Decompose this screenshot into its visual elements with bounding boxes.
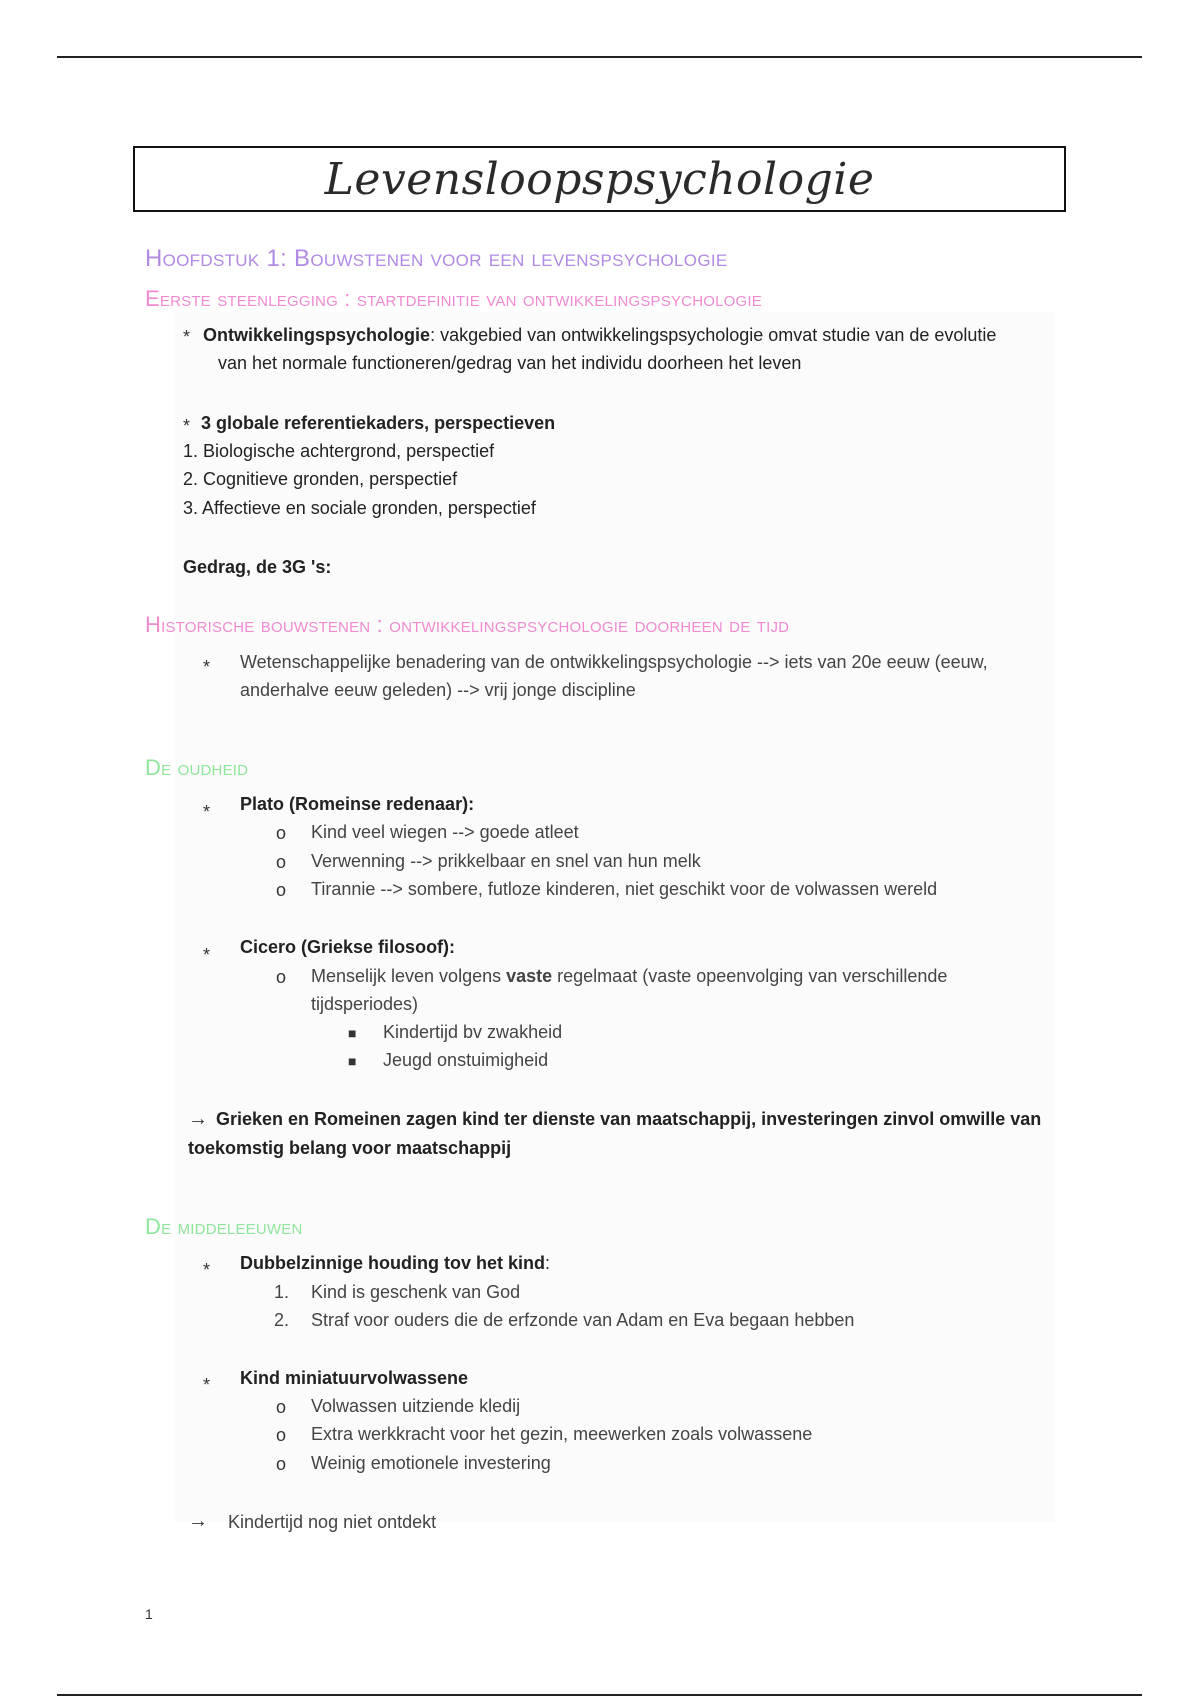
ambiguous-title-line: [240, 1252, 550, 1274]
definition-line-1: [203, 324, 996, 346]
plato-item: Kind veel wiegen --> goede atleet: [311, 822, 579, 842]
ambiguous-item: Straf voor ouders die de erfzonde van Adam en Eva begaan hebben: [311, 1310, 855, 1330]
section1-heading: Eerste steenlegging : startdefinitie van ontwikkelingspsychologie: [145, 286, 762, 311]
miniature-item: Weinig emotionele investering: [311, 1453, 551, 1473]
circle-bullet-icon: o: [276, 1425, 287, 1445]
asterisk-bullet-icon: *: [203, 1375, 211, 1395]
cicero-title: Cicero (Griekse filosoof):: [240, 937, 456, 957]
circle-bullet-icon: o: [276, 852, 287, 872]
square-bullet-icon: ■: [348, 1025, 357, 1041]
top-rule: [57, 56, 1142, 58]
circle-bullet-icon: o: [276, 823, 287, 843]
cicero-item-line-2: tijdsperiodes): [311, 994, 419, 1014]
circle-bullet-icon: o: [276, 967, 287, 987]
oudheid-conclusion-line-1: Grieken en Romeinen zagen kind ter dienste van maatschappij, investeringen zinvol omwille van: [216, 1109, 1042, 1129]
cicero-text-bold: vaste: [506, 966, 553, 986]
asterisk-bullet-icon: *: [203, 1260, 211, 1280]
middeleeuwen-heading: De middeleeuwen: [145, 1214, 303, 1239]
section2-heading: Historische bouwstenen : ontwikkelingspsychologie doorheen de tijd: [145, 612, 790, 637]
cicero-text-a: Menselijk leven volgens: [311, 966, 507, 986]
bottom-rule: [57, 1694, 1142, 1696]
frames-title: 3 globale referentiekaders, perspectieven: [201, 413, 556, 433]
cicero-sub-item: Jeugd onstuimigheid: [383, 1050, 549, 1070]
frame-item: 1. Biologische achtergrond, perspectief: [183, 441, 495, 461]
ambiguous-colon: :: [544, 1253, 550, 1273]
document-title: Levensloopspsychologie: [324, 153, 875, 205]
cicero-text-c: regelmaat (vaste opeenvolging van verschillende: [552, 966, 948, 986]
behaviour-label: Gedrag, de 3G 's:: [183, 557, 332, 577]
frame-item: 3. Affectieve en sociale gronden, perspectief: [183, 498, 536, 518]
circle-bullet-icon: o: [276, 1397, 287, 1417]
miniature-title: Kind miniatuurvolwassene: [240, 1368, 469, 1388]
asterisk-bullet-icon: *: [183, 416, 191, 436]
asterisk-bullet-icon: *: [203, 945, 211, 965]
oudheid-conclusion-line-2: toekomstig belang voor maatschappij: [188, 1138, 512, 1158]
definition-line-2: van het normale functioneren/gedrag van het individu doorheen het leven: [218, 353, 802, 373]
history-bullet-line-1: Wetenschappelijke benadering van de ontwikkelingspsychologie --> iets van 20e eeuw (eeuw,: [240, 652, 988, 672]
asterisk-bullet-icon: *: [183, 327, 191, 347]
cicero-sub-item: Kindertijd bv zwakheid: [383, 1022, 563, 1042]
plato-item: Verwenning --> prikkelbaar en snel van hun melk: [311, 851, 701, 871]
asterisk-bullet-icon: *: [203, 657, 211, 677]
chapter-heading: Hoofdstuk 1: Bouwstenen voor een levenspsychologie: [145, 245, 728, 272]
frame-item: 2. Cognitieve gronden, perspectief: [183, 469, 458, 489]
asterisk-bullet-icon: *: [203, 802, 211, 822]
ambiguous-number: 1.: [274, 1282, 290, 1302]
ambiguous-item: Kind is geschenk van God: [311, 1282, 521, 1302]
arrow-right-icon: →: [188, 1108, 208, 1130]
plato-title: Plato (Romeinse redenaar):: [240, 794, 475, 814]
page-number: 1: [145, 1606, 153, 1622]
miniature-item: Extra werkkracht voor het gezin, meewerken zoals volwassene: [311, 1424, 813, 1444]
title-box: [133, 146, 1066, 212]
cicero-item-line-1: [311, 965, 947, 987]
square-bullet-icon: ■: [348, 1053, 357, 1069]
oudheid-heading: De oudheid: [145, 755, 249, 780]
miniature-item: Volwassen uitziende kledij: [311, 1396, 521, 1416]
middeleeuwen-conclusion: Kindertijd nog niet ontdekt: [228, 1512, 437, 1532]
definition-text: : vakgebied van ontwikkelingspsychologie omvat studie van de evolutie: [430, 325, 997, 345]
definition-term: Ontwikkelingspsychologie: [203, 325, 431, 345]
ambiguous-title: Dubbelzinnige houding tov het kind: [240, 1253, 545, 1273]
history-bullet-line-2: anderhalve eeuw geleden) --> vrij jonge discipline: [240, 680, 636, 700]
content-area: [175, 312, 1055, 1522]
ambiguous-number: 2.: [274, 1310, 290, 1330]
arrow-right-icon: →: [188, 1510, 208, 1532]
plato-item: Tirannie --> sombere, futloze kinderen, niet geschikt voor de volwassen wereld: [311, 879, 938, 899]
circle-bullet-icon: o: [276, 880, 287, 900]
circle-bullet-icon: o: [276, 1454, 287, 1474]
